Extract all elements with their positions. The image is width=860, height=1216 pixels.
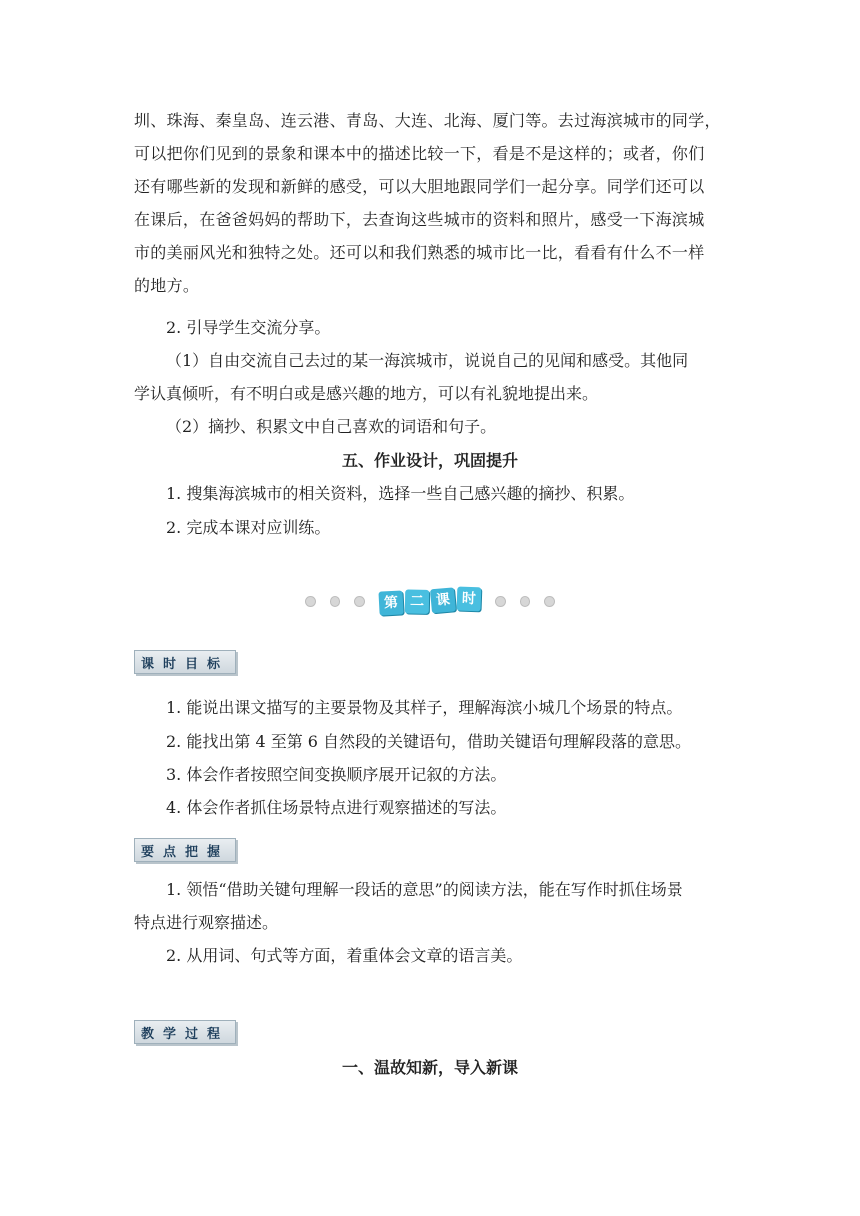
dot-icon <box>305 596 316 607</box>
dot-icon <box>520 596 531 607</box>
goal-item-3: 3. 体会作者按照空间变换顺序展开记叙的方法。 <box>166 765 507 784</box>
badge-char: 二 <box>405 589 429 613</box>
sub-item-2: （2）摘抄、积累文中自己喜欢的词语和句子。 <box>166 417 497 436</box>
text-line: 还有哪些新的发现和新鲜的感受，可以大胆地跟同学们一起分享。同学们还可以 <box>134 177 705 196</box>
keypoint-item-2: 2. 从用词、句式等方面，着重体会文章的语言美。 <box>166 946 523 965</box>
keypoint-item-1-line2: 特点进行观察描述。 <box>134 913 279 932</box>
sub-item-1-line2: 学认真倾听，有不明白或是感兴趣的地方，可以有礼貌地提出来。 <box>134 384 599 403</box>
section-5-heading: 五、作业设计，巩固提升 <box>341 451 518 470</box>
homework-item-1: 1. 搜集海滨城市的相关资料，选择一些自己感兴趣的摘抄、积累。 <box>166 484 635 503</box>
dot-icon <box>354 596 365 607</box>
intro-paragraph <box>134 104 730 302</box>
text-line: 在课后，在爸爸妈妈的帮助下，去查询这些城市的资料和照片，感受一下海滨城 <box>134 210 705 229</box>
dot-icon <box>330 596 341 607</box>
goal-item-2: 2. 能找出第 4 至第 6 自然段的关键语句，借助关键语句理解段落的意思。 <box>166 732 692 751</box>
goal-item-4: 4. 体会作者抓住场景特点进行观察描述的写法。 <box>166 798 507 817</box>
process-tag: 教学过程 <box>134 1020 236 1044</box>
badge-char: 课 <box>430 587 456 613</box>
keypoint-item-1-line1: 1. 领悟“借助关键句理解一段话的意思”的阅读方法，能在写作时抓住场景 <box>166 880 683 899</box>
section-1-heading: 一、温故知新，导入新课 <box>341 1058 518 1077</box>
sub-item-1-line1: （1）自由交流自己去过的某一海滨城市，说说自己的见闻和感受。其他同 <box>166 351 689 370</box>
keypoints-tag: 要点把握 <box>134 838 236 862</box>
dot-icon <box>544 596 555 607</box>
goals-tag: 课时目标 <box>134 650 236 674</box>
step-2-text: 2. 引导学生交流分享。 <box>166 318 331 337</box>
homework-item-2: 2. 完成本课对应训练。 <box>166 518 331 537</box>
lesson-banner <box>305 583 555 619</box>
goal-item-1: 1. 能说出课文描写的主要景物及其样子，理解海滨小城几个场景的特点。 <box>166 698 683 717</box>
second-lesson-badge <box>378 586 481 615</box>
text-line: 圳、珠海、秦皇岛、连云港、青岛、大连、北海、厦门等。去过海滨城市的同学， <box>134 111 721 130</box>
dot-icon <box>495 596 506 607</box>
text-line: 的地方。 <box>134 276 200 295</box>
text-line: 市的美丽风光和独特之处。还可以和我们熟悉的城市比一比，看看有什么不一样 <box>134 243 705 262</box>
badge-char: 第 <box>378 590 403 615</box>
badge-char: 时 <box>457 587 482 612</box>
text-line: 可以把你们见到的景象和课本中的描述比较一下，看是不是这样的；或者，你们 <box>134 144 705 163</box>
